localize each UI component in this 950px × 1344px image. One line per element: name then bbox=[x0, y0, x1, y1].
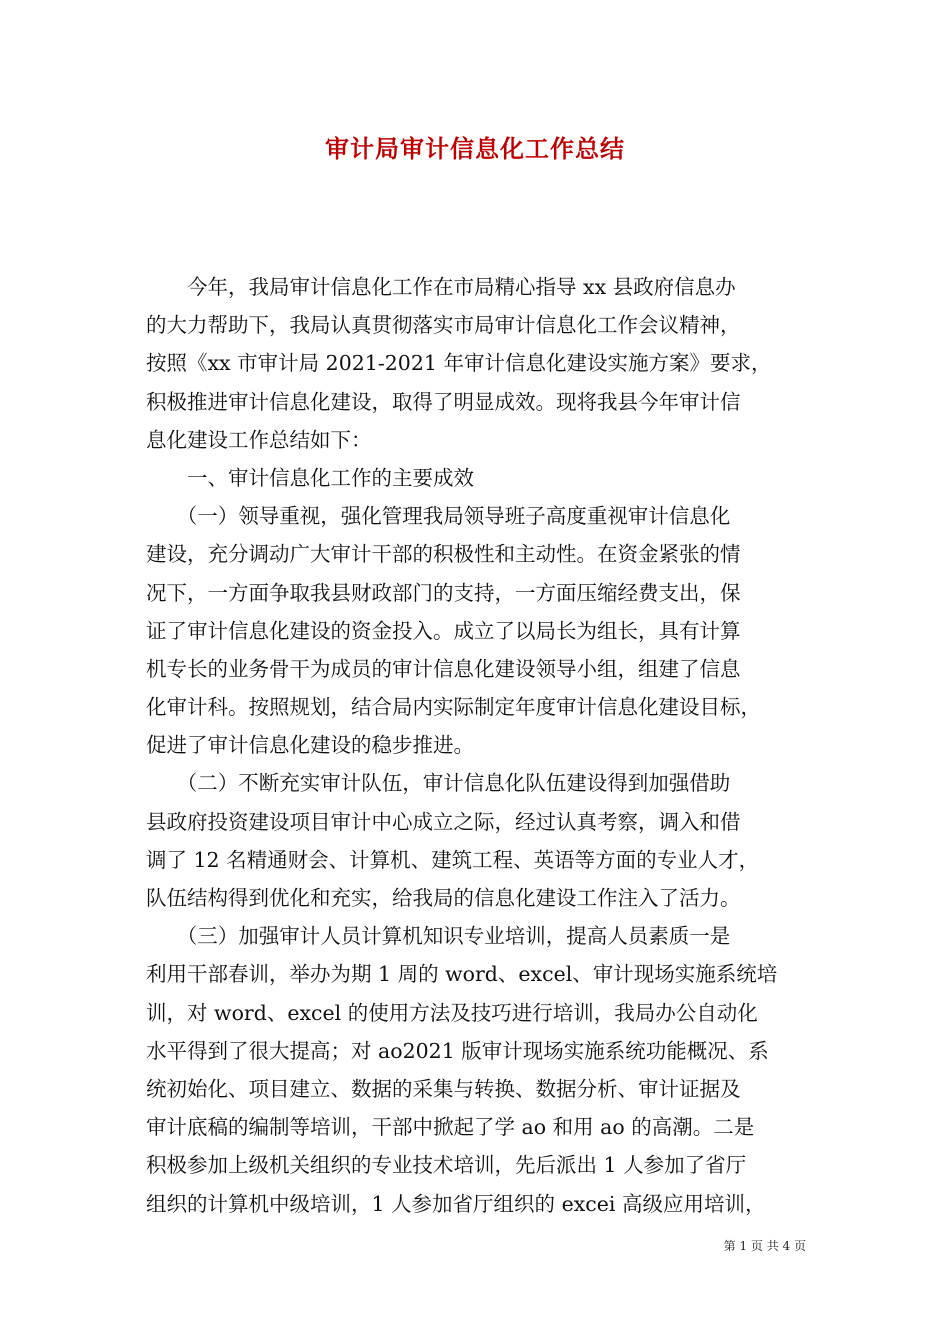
body-line: 水平得到了很大提高；对 ao2021 版审计现场实施系统功能概况、系 bbox=[146, 1038, 769, 1063]
body-line: 训，对 word、excel 的使用方法及技巧进行培训，我局办公自动化 bbox=[146, 1000, 758, 1025]
body-line: 今年，我局审计信息化工作在市局精心指导 xx 县政府信息办 bbox=[146, 275, 736, 299]
body-line: 息化建设工作总结如下： bbox=[146, 427, 372, 452]
body-line: 统初始化、项目建立、数据的采集与转换、数据分析、审计证据及 bbox=[146, 1076, 741, 1101]
body-line: 积极参加上级机关组织的专业技术培训，先后派出 1 人参加了省厅 bbox=[146, 1153, 747, 1178]
body-line: （二）不断充实审计队伍，审计信息化队伍建设得到加强借助 bbox=[146, 771, 731, 796]
body-line: 况下，一方面争取我县财政部门的支持，一方面压缩经费支出，保 bbox=[146, 580, 741, 605]
body-line: 证了审计信息化建设的资金投入。成立了以局长为组长，具有计算 bbox=[146, 618, 741, 643]
page-number: 第 1 页 共 4 页 bbox=[723, 1239, 806, 1253]
body-line: 的大力帮助下，我局认真贯彻落实市局审计信息化工作会议精神， bbox=[146, 313, 741, 338]
body-line: 调了 12 名精通财会、计算机、建筑工程、英语等方面的专业人才， bbox=[146, 847, 760, 872]
body-line: 机专长的业务骨干为成员的审计信息化建设领导小组，组建了信息 bbox=[146, 656, 741, 681]
body-line: 促进了审计信息化建设的稳步推进。 bbox=[146, 733, 474, 758]
body-line: 化审计科。按照规划，结合局内实际制定年度审计信息化建设目标， bbox=[146, 695, 761, 720]
body-line: 建设，充分调动广大审计干部的积极性和主动性。在资金紧张的情 bbox=[146, 542, 741, 567]
body-line: 县政府投资建设项目审计中心成立之际，经过认真考察，调入和借 bbox=[146, 809, 741, 834]
document-body bbox=[146, 268, 816, 1223]
body-line: 组织的计算机中级培训，1 人参加省厅组织的 excei 高级应用培训， bbox=[146, 1191, 766, 1216]
body-line: 积极推进审计信息化建设，取得了明显成效。现将我县今年审计信 bbox=[146, 389, 741, 414]
body-line: 审计底稿的编制等培训，干部中掀起了学 ao 和用 ao 的高潮。二是 bbox=[146, 1115, 755, 1140]
body-line: （一）领导重视，强化管理我局领导班子高度重视审计信息化 bbox=[146, 504, 731, 529]
section-heading: 一、审计信息化工作的主要成效 bbox=[146, 465, 474, 490]
body-line: 利用干部春训，举办为期 1 周的 word、excel、审计现场实施系统培 bbox=[146, 962, 778, 987]
body-line: 队伍结构得到优化和充实，给我局的信息化建设工作注入了活力。 bbox=[146, 886, 741, 910]
body-line: （三）加强审计人员计算机知识专业培训，提高人员素质一是 bbox=[146, 924, 731, 949]
body-line: 按照《xx 市审计局 2021-2021 年审计信息化建设实施方案》要求， bbox=[146, 351, 772, 376]
document-title: 审计局审计信息化工作总结 bbox=[325, 135, 625, 163]
